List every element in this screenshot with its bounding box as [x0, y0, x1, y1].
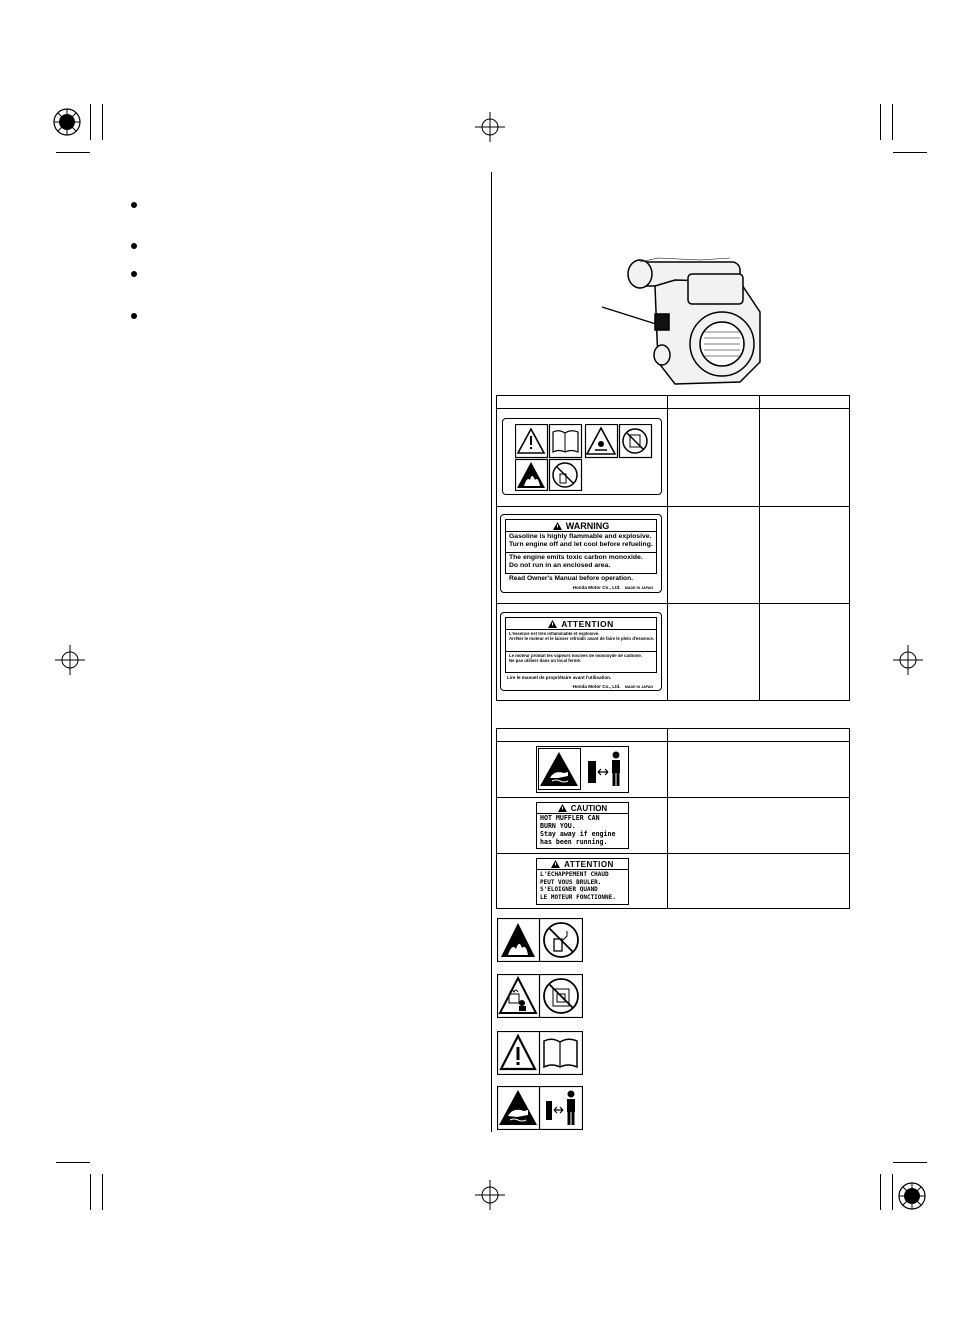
- crosshair-icon: [55, 645, 85, 675]
- bullet: [131, 202, 137, 208]
- manufacturer-name: Honda Motor Co., Ltd.: [572, 585, 621, 590]
- bullet: [131, 313, 137, 319]
- pictogram-safety-label: [502, 418, 662, 495]
- hot-surface-pictogram: [538, 748, 626, 790]
- alert-triangle-icon: [548, 620, 557, 628]
- attention-title: ATTENTION: [564, 859, 614, 869]
- distance-arrow-icon: [554, 1107, 563, 1113]
- warning-line: Read Owner's Manual before operation.: [509, 575, 633, 582]
- fire-pictogram-pair: [497, 918, 583, 962]
- hot-part-icon: [588, 761, 596, 783]
- column-divider: [491, 172, 492, 1132]
- warning-line: Turn engine off and let cool before refueling.: [509, 540, 653, 548]
- warning-line: Arrêter le moteur et le laisser refroidir avant de faire le plein d'essence.: [509, 635, 655, 641]
- origin-text: MADE IN JAPAN: [624, 685, 653, 689]
- hot-surface-pictogram-pair: [497, 1086, 583, 1130]
- manual-pictogram-pair: [497, 1031, 583, 1075]
- muffler-caution-french: [536, 858, 629, 905]
- caution-line: PEUT VOUS BRULER.: [540, 878, 602, 886]
- person-icon: [613, 752, 620, 759]
- warning-line: Le moteur produit les vapeurs nocives de monoxyde de carbone.: [509, 654, 643, 658]
- safety-pictograms: [515, 424, 657, 491]
- warning-label-french: [500, 612, 662, 691]
- toxic-gas-icon: [500, 978, 536, 1013]
- registration-target-icon: [898, 1182, 926, 1210]
- warning-line: Lire le manuel de propriétaire avant l'utilisation.: [507, 675, 612, 680]
- caution-header: [537, 803, 628, 814]
- muffler-caution-english: [536, 802, 629, 849]
- crosshair-icon: [893, 645, 923, 675]
- crosshair-icon: [475, 1180, 505, 1210]
- engine-illustration: [600, 252, 770, 392]
- caution-line: S'ELOIGNER QUAND: [540, 886, 598, 893]
- attention-title: ATTENTION: [561, 618, 614, 629]
- manufacturer-name: Honda Motor Co., Ltd.: [572, 684, 621, 689]
- alert-triangle-icon: [558, 804, 567, 812]
- warning-header: [506, 520, 656, 532]
- person-icon: [568, 1091, 575, 1098]
- bullet: [131, 243, 137, 249]
- crosshair-icon: [475, 112, 505, 142]
- caution-line: L'ECHAPPEMENT CHAUD: [540, 871, 609, 878]
- warning-label-english: [500, 514, 662, 593]
- origin-text: MADE IN JAPAN: [624, 586, 653, 590]
- caution-line: has been running.: [540, 837, 608, 846]
- warning-line: Gasoline is highly flammable and explosive.: [509, 533, 652, 540]
- attention-header: [506, 618, 656, 630]
- caution-title: CAUTION: [570, 803, 608, 813]
- hot-surface-label: [536, 746, 629, 793]
- alert-triangle-icon: [553, 522, 562, 530]
- bullet: [131, 271, 137, 277]
- warning-line: Ne pas utiliser dans un local fermé.: [509, 657, 582, 663]
- caution-line: LE MOTEUR FONCTIONNE.: [540, 893, 616, 901]
- registration-target-icon: [53, 108, 81, 136]
- warning-line: Do not run in an enclosed area.: [509, 561, 611, 569]
- hot-part-icon: [546, 1101, 552, 1120]
- warning-line: L'essence est très inflammable et explosive.: [509, 632, 600, 636]
- caution-line: Stay away if engine: [540, 829, 616, 838]
- warning-line: The engine emits toxic carbon monoxide.: [509, 554, 643, 561]
- caution-line: BURN YOU.: [540, 821, 576, 830]
- distance-arrow-icon: [598, 769, 608, 775]
- alert-triangle-icon: [551, 860, 560, 868]
- toxic-pictogram-pair: [497, 974, 583, 1018]
- attention-header: [537, 859, 628, 870]
- caution-line: HOT MUFFLER CAN: [540, 814, 600, 822]
- warning-title: WARNING: [565, 520, 610, 531]
